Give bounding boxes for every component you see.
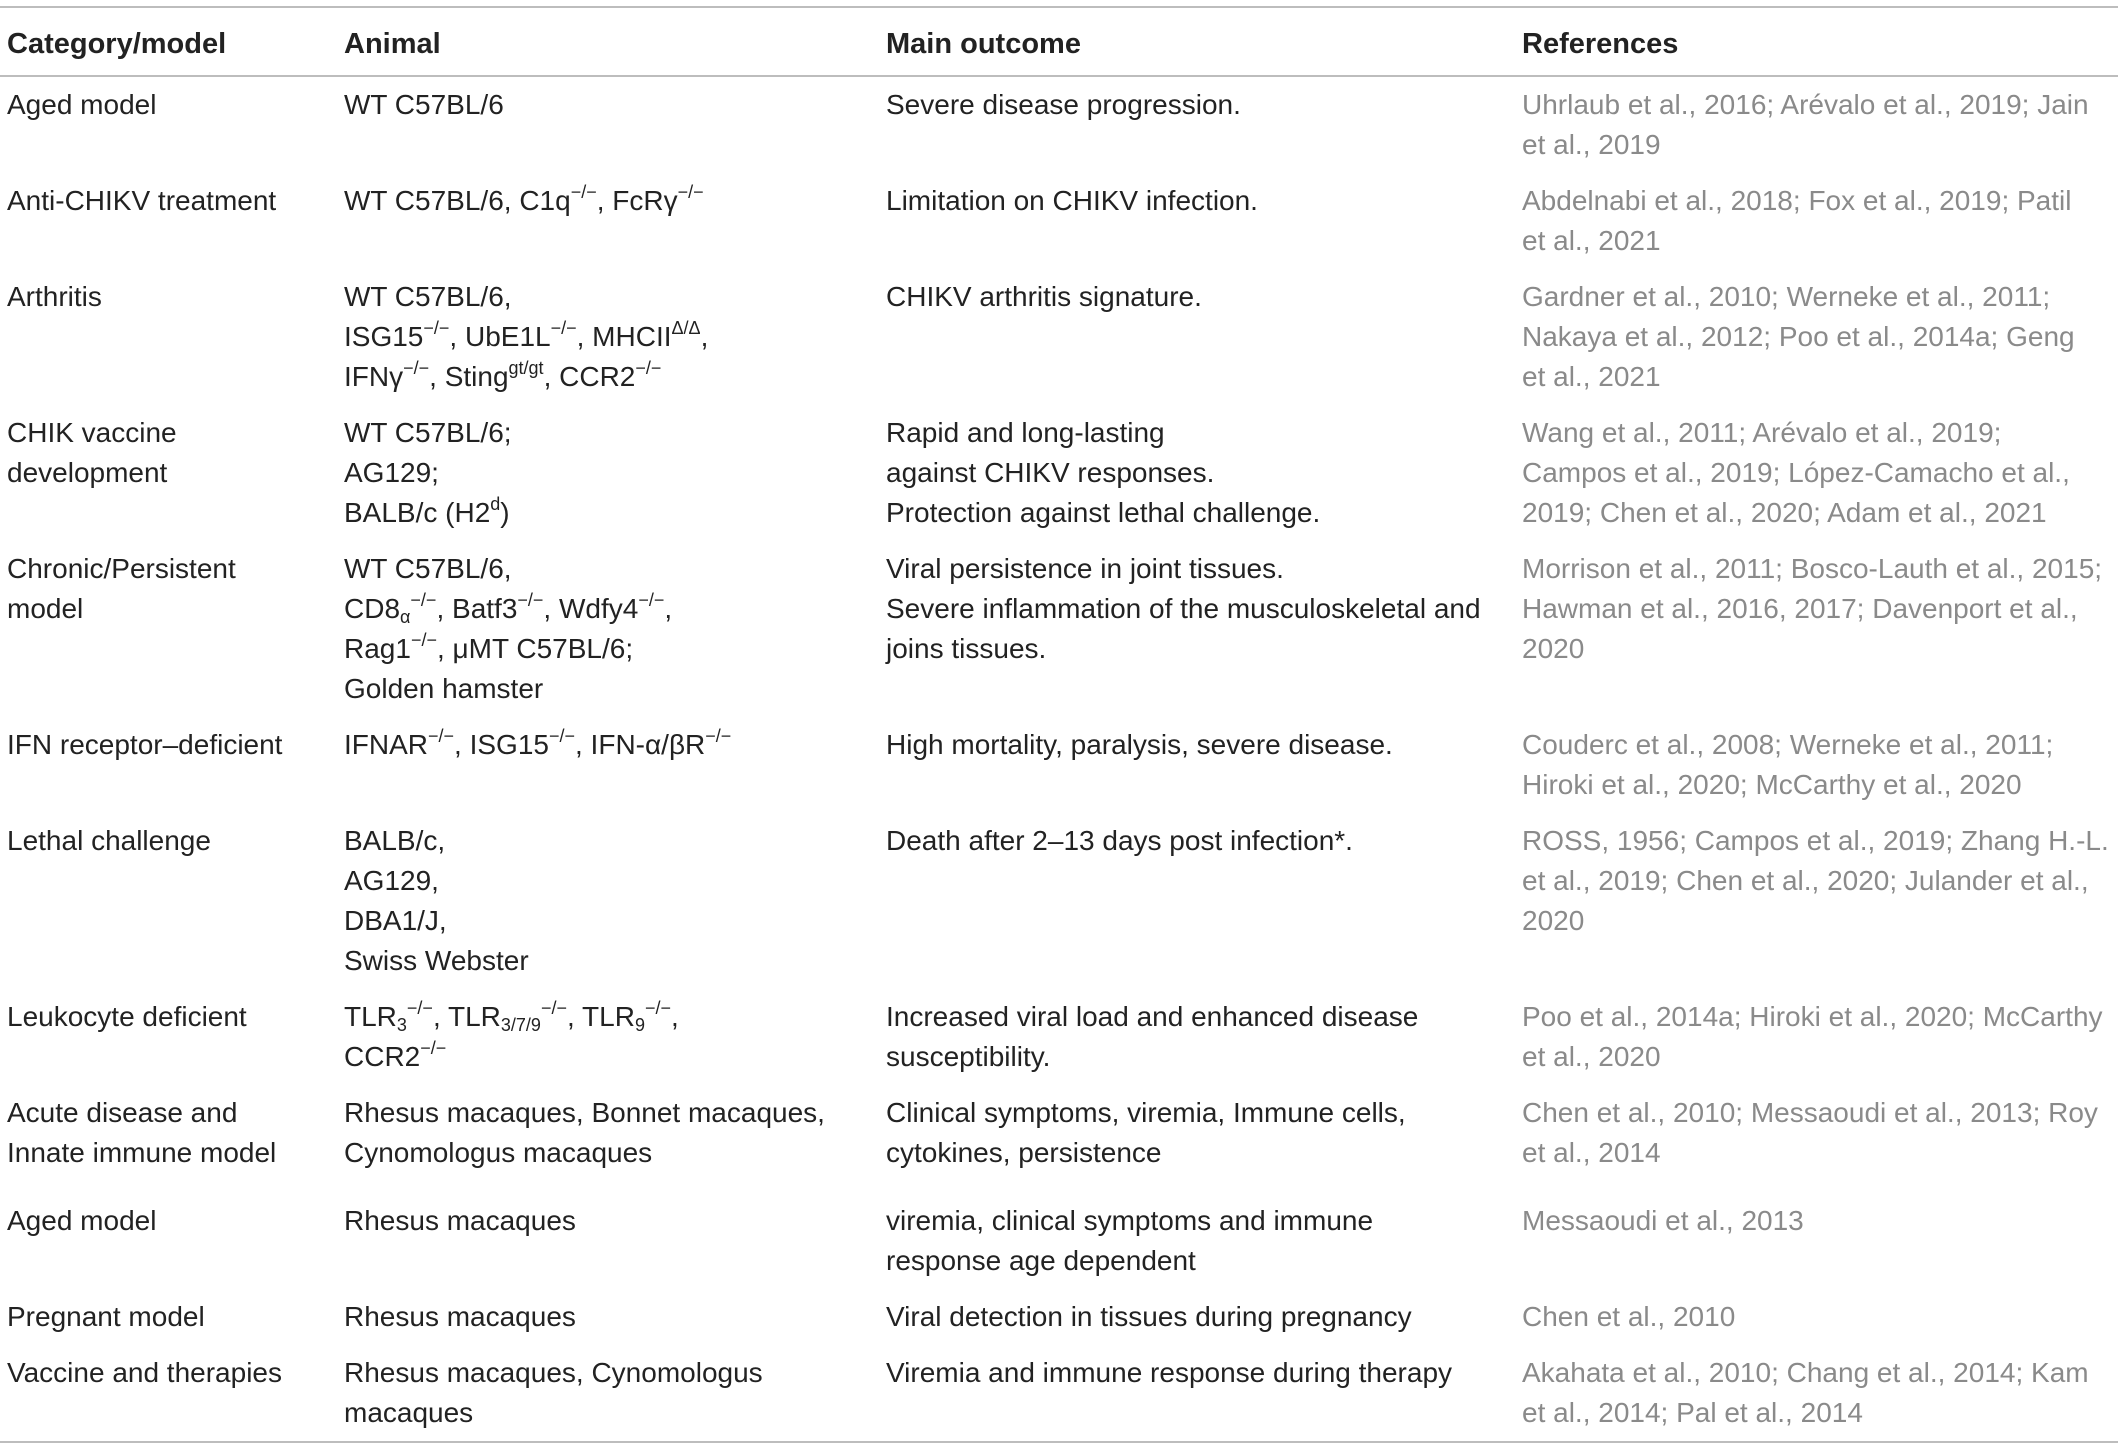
cell-line: model — [7, 593, 84, 624]
cell-line: $CD8_\alpha^{-/-}$, Batf3−/−, Wdfy4−/−, — [344, 590, 673, 627]
table-row — [0, 1345, 2118, 1441]
cell-line: Akahata et al., 2010; Chang et al., 2014; Kam — [1522, 1357, 2089, 1388]
table-header-row — [0, 8, 2118, 76]
cell-line: Rhesus macaques — [344, 1301, 576, 1332]
cell-line: et al., 2019; Chen et al., 2020; Julander et al., — [1522, 865, 2089, 896]
cell-line: development — [7, 457, 168, 488]
table-row — [0, 541, 2118, 717]
cell-references — [1515, 989, 2118, 1085]
cell-references — [1515, 717, 2118, 813]
cell-line: WT C57BL/6, — [344, 553, 512, 584]
cell-line: Chronic/Persistent — [7, 553, 236, 584]
cell-references — [1515, 1345, 2118, 1441]
cell-line: et al., 2020 — [1522, 1041, 1661, 1072]
cell-line: Aged model — [7, 89, 157, 120]
cell-line: IFN receptor–deficient — [7, 729, 283, 760]
cell-line: Chen et al., 2010 — [1522, 1301, 1736, 1332]
cell-category — [0, 541, 337, 717]
cell-references — [1515, 269, 2118, 405]
cell-line: joins tissues. — [886, 633, 1047, 664]
cell-line: ROSS, 1956; Campos et al., 2019; Zhang H.-L. — [1522, 825, 2109, 856]
cell-references — [1515, 1289, 2118, 1345]
cell-category — [0, 717, 337, 813]
cell-references — [1515, 813, 2118, 989]
cell-line: Leukocyte deficient — [7, 1001, 247, 1032]
cell-line: Viremia and immune response during therapy — [886, 1357, 1453, 1388]
cell-animal — [337, 405, 879, 541]
cell-line: et al., 2014 — [1522, 1137, 1661, 1168]
cell-line: viremia, clinical symptoms and immune — [886, 1205, 1374, 1236]
table-row — [0, 989, 2118, 1085]
cell-line: Arthritis — [7, 281, 102, 312]
cell-outcome — [879, 813, 1515, 989]
cell-category — [0, 173, 337, 269]
cell-line: 2020 — [1522, 633, 1585, 664]
cell-line: et al., 2019 — [1522, 129, 1661, 160]
cell-references — [1515, 541, 2118, 717]
cell-line: Gardner et al., 2010; Werneke et al., 2011; — [1522, 281, 2051, 312]
cell-line: Morrison et al., 2011; Bosco-Lauth et al., 2015; — [1522, 553, 2103, 584]
cell-line: WT C57BL/6; — [344, 417, 512, 448]
cell-line: Death after 2–13 days post infection*. — [886, 825, 1353, 856]
cell-line: Limitation on CHIKV infection. — [886, 185, 1258, 216]
cell-outcome — [879, 76, 1515, 173]
cell-line: Golden hamster — [344, 673, 544, 704]
cell-outcome — [879, 541, 1515, 717]
cell-line: Hawman et al., 2016, 2017; Davenport et al., — [1522, 593, 2078, 624]
cell-outcome — [879, 405, 1515, 541]
cell-line: High mortality, paralysis, severe disease. — [886, 729, 1393, 760]
cell-line: Nakaya et al., 2012; Poo et al., 2014a; Geng — [1522, 321, 2075, 352]
cell-line: 2020 — [1522, 905, 1585, 936]
cell-line: Viral detection in tissues during pregnancy — [886, 1301, 1412, 1332]
cell-line: 2019; Chen et al., 2020; Adam et al., 2021 — [1522, 497, 2047, 528]
cell-line: Aged model — [7, 1205, 157, 1236]
cell-line: Anti-CHIKV treatment — [7, 185, 277, 216]
cell-line: Rag1−/−, μMT C57BL/6; — [344, 630, 634, 664]
cell-references — [1515, 173, 2118, 269]
cell-category — [0, 269, 337, 405]
cell-animal — [337, 1289, 879, 1345]
cell-animal — [337, 541, 879, 717]
cell-line: Abdelnabi et al., 2018; Fox et al., 2019; Patil — [1522, 185, 2072, 216]
cell-line: Cynomologus macaques — [344, 1137, 653, 1168]
cell-line: AG129; — [344, 457, 439, 488]
header-animal: Animal — [337, 8, 879, 76]
cell-line: WT C57BL/6, — [344, 281, 512, 312]
table-row — [0, 76, 2118, 173]
table-row — [0, 1193, 2118, 1289]
table-row — [0, 1085, 2118, 1193]
cell-category — [0, 813, 337, 989]
cell-outcome — [879, 1193, 1515, 1289]
cell-line: CHIKV arthritis signature. — [886, 281, 1202, 312]
cell-line: Vaccine and therapies — [7, 1357, 282, 1388]
cell-line: Pregnant model — [7, 1301, 205, 1332]
cell-animal — [337, 717, 879, 813]
table-body — [0, 76, 2118, 1441]
cell-line: Rapid and long-lasting — [886, 417, 1165, 448]
cell-line: Swiss Webster — [344, 945, 529, 976]
cell-outcome — [879, 1289, 1515, 1345]
cell-references — [1515, 405, 2118, 541]
cell-category — [0, 1193, 337, 1289]
cell-outcome — [879, 989, 1515, 1085]
cell-line: DBA1/J, — [344, 905, 447, 936]
cell-line: cytokines, persistence — [886, 1137, 1162, 1168]
cell-category — [0, 1345, 337, 1441]
cell-category — [0, 1085, 337, 1193]
cell-line: Uhrlaub et al., 2016; Arévalo et al., 2019; Jain — [1522, 89, 2089, 120]
cell-animal — [337, 1345, 879, 1441]
cell-line: Innate immune model — [7, 1137, 277, 1168]
cell-line: et al., 2014; Pal et al., 2014 — [1522, 1397, 1863, 1428]
cell-category — [0, 76, 337, 173]
cell-line: CCR2−/− — [344, 1038, 447, 1072]
cell-references — [1515, 1193, 2118, 1289]
cell-line: Rhesus macaques, Cynomologus — [344, 1357, 763, 1388]
cell-line: AG129, — [344, 865, 439, 896]
cell-line: WT C57BL/6, C1q−/−, FcRγ−/− — [344, 182, 704, 216]
cell-line: CHIK vaccine — [7, 417, 177, 448]
cell-line: Messaoudi et al., 2013 — [1522, 1205, 1804, 1236]
cell-animal — [337, 813, 879, 989]
cell-outcome — [879, 1085, 1515, 1193]
cell-animal — [337, 269, 879, 405]
cell-line: IFNγ−/−, Sting$^{gt/gt}$, CCR2−/− — [344, 358, 662, 392]
cell-line: Campos et al., 2019; López-Camacho et al., — [1522, 457, 2070, 488]
header-category: Category/model — [0, 8, 337, 76]
cell-line: Increased viral load and enhanced disease — [886, 1001, 1419, 1032]
cell-line: Protection against lethal challenge. — [886, 497, 1321, 528]
cell-animal — [337, 76, 879, 173]
cell-line: Severe disease progression. — [886, 89, 1241, 120]
cell-line: ISG15−/−, UbE1L−/−, $MHCII^{\Delta/\Delta}$, — [344, 318, 709, 352]
cell-line: WT C57BL/6 — [344, 89, 504, 120]
cell-animal — [337, 173, 879, 269]
cell-line: Clinical symptoms, viremia, Immune cells, — [886, 1097, 1406, 1128]
table-row — [0, 813, 2118, 989]
cell-line: BALB/c (H2$^d$) — [344, 494, 510, 528]
cell-line: Wang et al., 2011; Arévalo et al., 2019; — [1522, 417, 2002, 448]
cell-line: response age dependent — [886, 1245, 1196, 1276]
header-references: References — [1515, 8, 2118, 76]
cell-line: Severe inflammation of the musculoskeletal and — [886, 593, 1481, 624]
cell-animal — [337, 1193, 879, 1289]
cell-outcome — [879, 1345, 1515, 1441]
cell-line: et al., 2021 — [1522, 225, 1661, 256]
cell-line: $TLR_3^{-/-}$, $TLR_{3/7/9}^{-/-}$, $TLR_9^{-/-}$, — [344, 998, 679, 1035]
header-outcome: Main outcome — [879, 8, 1515, 76]
cell-line: IFNAR−/−, ISG15−/−, IFN-α/βR−/− — [344, 726, 732, 760]
table-row — [0, 717, 2118, 813]
cell-line: Chen et al., 2010; Messaoudi et al., 2013; Roy — [1522, 1097, 2098, 1128]
data-table-container — [0, 6, 2118, 1443]
cell-line: macaques — [344, 1397, 474, 1428]
animal-models-table — [0, 8, 2118, 1441]
cell-line: Poo et al., 2014a; Hiroki et al., 2020; McCarthy — [1522, 1001, 2103, 1032]
cell-line: Rhesus macaques — [344, 1205, 576, 1236]
cell-line: Viral persistence in joint tissues. — [886, 553, 1284, 584]
cell-references — [1515, 76, 2118, 173]
table-row — [0, 269, 2118, 405]
table-row — [0, 405, 2118, 541]
cell-line: et al., 2021 — [1522, 361, 1661, 392]
cell-animal — [337, 989, 879, 1085]
cell-category — [0, 405, 337, 541]
cell-outcome — [879, 269, 1515, 405]
cell-animal — [337, 1085, 879, 1193]
cell-references — [1515, 1085, 2118, 1193]
cell-line: Couderc et al., 2008; Werneke et al., 2011; — [1522, 729, 2054, 760]
cell-line: Acute disease and — [7, 1097, 238, 1128]
cell-line: susceptibility. — [886, 1041, 1051, 1072]
cell-line: BALB/c, — [344, 825, 446, 856]
cell-outcome — [879, 717, 1515, 813]
cell-line: Hiroki et al., 2020; McCarthy et al., 2020 — [1522, 769, 2022, 800]
cell-line: Lethal challenge — [7, 825, 211, 856]
table-row — [0, 1289, 2118, 1345]
cell-line: against CHIKV responses. — [886, 457, 1215, 488]
cell-category — [0, 1289, 337, 1345]
cell-category — [0, 989, 337, 1085]
cell-line: Rhesus macaques, Bonnet macaques, — [344, 1097, 825, 1128]
table-row — [0, 173, 2118, 269]
cell-outcome — [879, 173, 1515, 269]
